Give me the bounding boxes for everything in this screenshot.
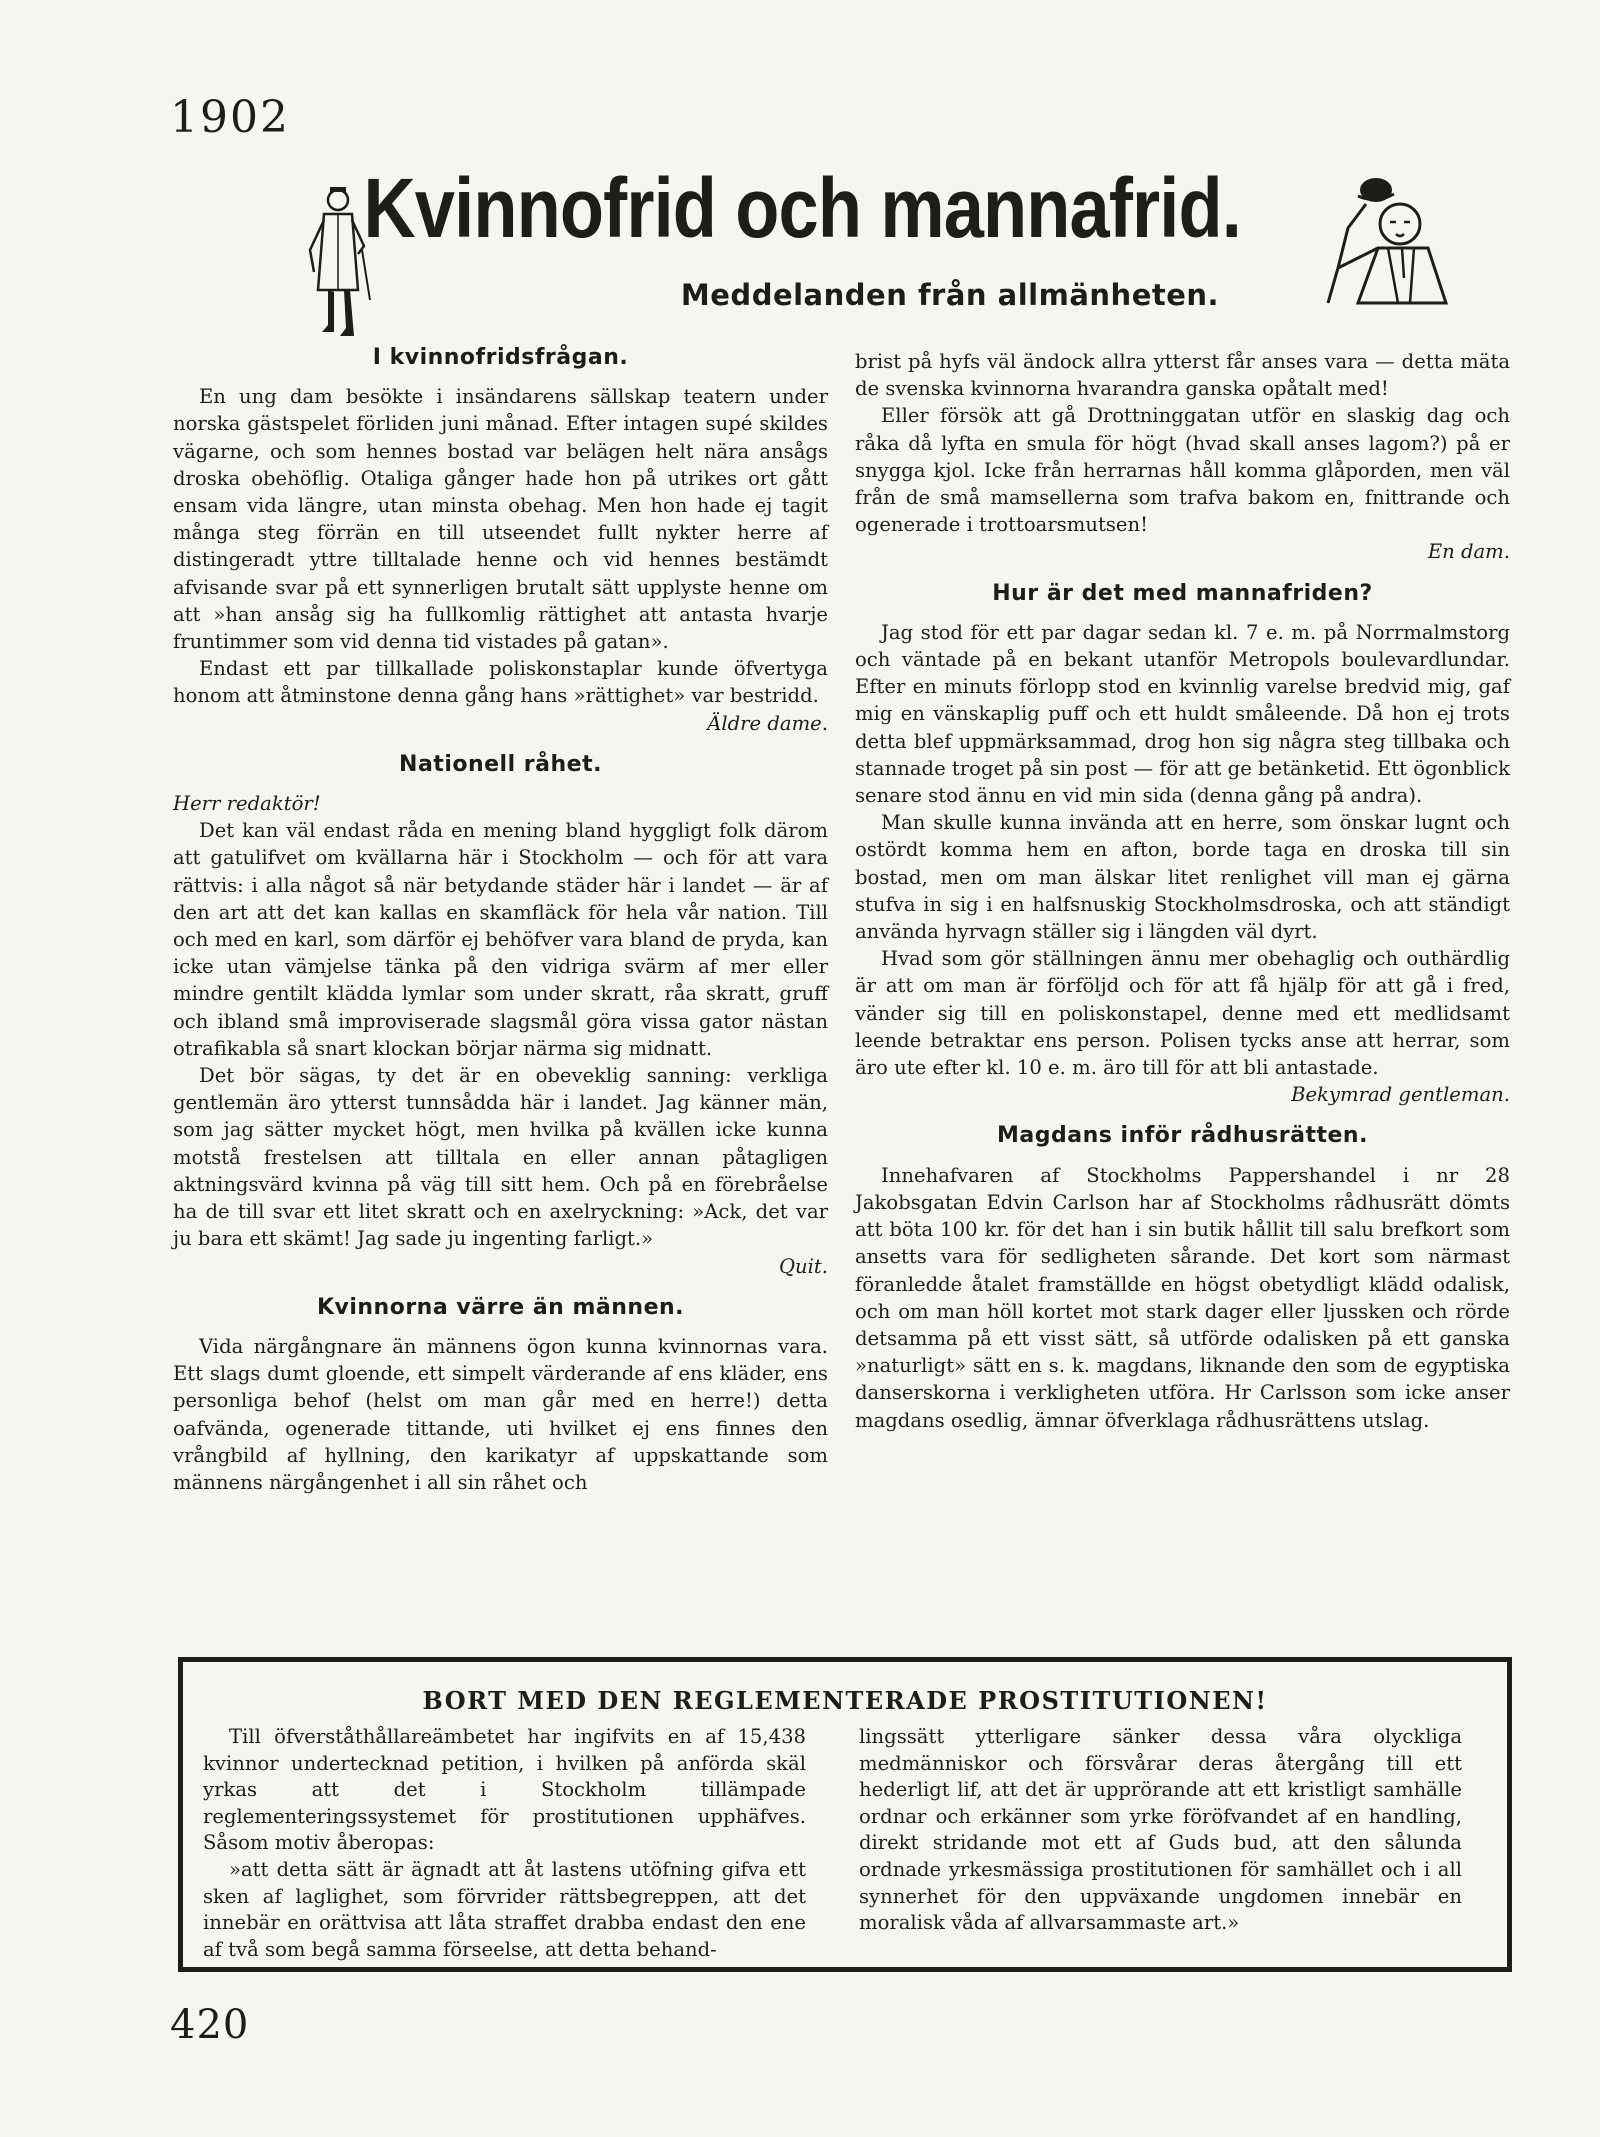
paragraph: lingssätt ytterligare sänker dessa våra olyckliga medmänniskor och försvårar deras återgång till ett hederligt lif, att det är upprörande att ett kristligt samhälle ordnar och erkänner som yrke föröfvandet af en handling, direkt stridande mot ett af Guds bud, att den sålunda ordnade yrkesmässiga prostitutionen för samhället och i all synnerhet för den uppväxande ungdomen innebär en moralisk våda af allvarsammaste art.» [859, 1725, 1462, 1935]
paragraph: Jag stod för ett par dagar sedan kl. 7 e. m. på Norrmalmstorg och väntade på en bekant utanför Metropols boulevardlundar. Efter en minuts förlopp stod en kvinnlig varelse bredvid mig, gaf mig en vänskaplig puff och ett huldt småleende. Då hon ej trots detta blef uppmärksammad, drog hon sig några steg tillbaka och stannade troget på sin post — för att ge betänketid. Ett ögonblick senare stod ännu en vid min sida (denna gång på andra). [855, 620, 1510, 808]
box-column-left [203, 1724, 806, 1963]
paragraph: Det bör sägas, ty det är en obeveklig sanning: verkliga gentlemän äro ytterst tunnsådda här i landet. Jag känner män, som jag sätter mycket högt, men hvilka på kvällen icke kunna motstå frestelsen att tilltala en eller annan påtagligen aktningsvärd kvinna på väg till sitt hem. Och på en förebråelse ha de till svar ett litet skratt och en axelryckning: »Ack, det var ju bara ett skämt! Jag sade ju ingenting farligt.» [173, 1064, 828, 1251]
signature: En dam. [1427, 540, 1510, 564]
left-column [173, 340, 828, 1496]
paragraph: Till öfverståthållareämbetet har ingifvits en af 15,438 kvinnor undertecknad petition, i hvilken på anförda skäl yrkas att det i Stockholm tillämpade reglementeringssystemet för prostitutionen upphäfves. Såsom motiv åberopas: [203, 1725, 806, 1855]
paragraph: Man skulle kunna invända att en herre, som önskar lugnt och ostördt komma hem en afton, borde taga en droska till sin bostad, men om man älskar litet renlighet vill man ej gärna stufva in sig i en halfsnuskig Stockholmsdroska, och att ständigt använda hyrvagn ställer sig i längden väl dyrt. [855, 811, 1510, 944]
paragraph: »att detta sätt är ägnadt att åt lastens utöfning gifva ett sken af laglighet, som förvrider rättsbegreppen, att det innebär en orättvisa att låta straffet drabba endast den ene af två som begå samma förseelse, att detta behand- [203, 1857, 806, 1961]
paragraph: Eller försök att gå Drottninggatan utför en slaskig dag och råka då lyfta en smula för högt (hvad skall anses lagom?) på er snygga kjol. Icke från herrarnas håll komma glåporden, men väl från de små mamsellerna som trafva bakom en, fnittrande och ogenerade i trottoarsmutsen! [855, 404, 1510, 537]
signature: Äldre dame. [707, 711, 828, 735]
signature: Quit. [778, 1254, 828, 1278]
page-subtitle: Meddelanden från allmänheten. [680, 278, 1220, 312]
salutation: Herr redaktör! [173, 792, 321, 816]
section-title: Hur är det med mannafriden? [992, 580, 1373, 606]
petition-box [178, 1657, 1512, 1972]
box-column-right [859, 1724, 1462, 1937]
paragraph: Det kan väl endast råda en mening bland hyggligt folk därom att gatulifvet om kvällarna här i Stockholm — och för att vara rättvis: i alla något så när betydande städer här i landet — är af den art att det kan kallas en skamfläck för hela vår nation. Till och med en karl, som därför ej behöfver vara bland de pryda, kan icke utan vämjelse tänka på den vidriga svärm af mer eller mindre gentilt klädda lymlar som under skratt, råa skratt, gruff och ibland små improviserade slagsmål göra vissa gator nästan otrafikabla så snart klockan börjar närma sig midnatt. [173, 819, 828, 1060]
page-title: Kvinnofrid och mannafrid. [363, 161, 1242, 255]
section-title: Magdans inför rådhusrätten. [997, 1123, 1368, 1149]
section-title: Kvinnorna värre än männen. [316, 1294, 685, 1320]
section-title: I kvinnofridsfrågan. [372, 345, 629, 370]
paragraph: Hvad som gör ställningen ännu mer obehaglig och outhärdlig är att om man är förföljd och för att få hjälp för att gå i fred, vänder sig till en poliskonstapel, denne med ett medlidsamt leende betraktar ens person. Polisen tycks anse att herrar, som äro ute efter kl. 10 e. m. äro till för att bli antastade. [855, 947, 1510, 1080]
paragraph: Innehafvaren af Stockholms Pappershandel i nr 28 Jakobsgatan Edvin Carlson har af Stockholms rådhusrätt dömts att böta 100 kr. för det han i sin butik hållit till salu brefkort som ansetts vara för sedligheten sårande. Det kort som närmast föranledde åtalet framställde en högst obetydligt klädd odalisk, och om man höll kortet mot stark dager eller ljussken och rörde detsamma på ett visst sätt, så utförde odalisken på ett ganska »naturligt» sätt en s. k. magdans, liknande den som de egyptiska danserskorna i verkligheten utföra. Hr Carlsson som icke anser magdans osedlig, ämnar öfverklaga rådhusrättens utslag. [855, 1163, 1510, 1432]
right-column [855, 348, 1510, 1434]
paragraph: brist på hyfs väl ändock allra ytterst får anses vara — detta mäta de svenska kvinnorna hvarandra ganska opåtalt med! [855, 350, 1510, 401]
box-title: BORT MED DEN REGLEMENTERADE PROSTITUTIONEN! [422, 1686, 1268, 1715]
page-year: 1902 [170, 92, 290, 143]
page-number: 420 [170, 2002, 250, 2048]
section-title: Nationell råhet. [399, 751, 602, 777]
paragraph: En ung dam besökte i insändarens sällskap teatern under norska gästspelet förliden juni månad. Efter intagen supé skildes vägarne, och som hennes bostad var belägen helt nära ansågs droska obehöflig. Otaliga gånger hade hon på utrikes ort gått ensam vida längre, utan minsta obehag. Men hon hade ej tagit många steg förrän en till utseendet fullt nykter herre af distingeradt yttre tilltalade henne och vid hennes bestämdt afvisande svar på ett synnerligen brutalt sätt upplyste henne om att »han ansåg sig ha fullkomlig rättighet att antasta hvarje fruntimmer som vid denna tid vistades på gatan». [173, 385, 828, 654]
signature: Bekymrad gentleman. [1291, 1083, 1510, 1107]
paragraph: Vida närgångnare än männens ögon kunna kvinnornas vara. Ett slags dumt gloende, ett simpelt värderande af ens kläder, ens personliga behof (helst om man går med en herre!) detta oafvända, ogenerade tittande, uti hvilket ej ens finnes den vrångbild af hyllning, den karikatyr af uppskattande som männens närgångenhet i all sin råhet och [173, 1334, 828, 1494]
paragraph: Endast ett par tillkallade poliskonstaplar kunde öfvertyga honom att åtminstone denna gång hans »rättighet» var bestridd. [173, 657, 828, 708]
